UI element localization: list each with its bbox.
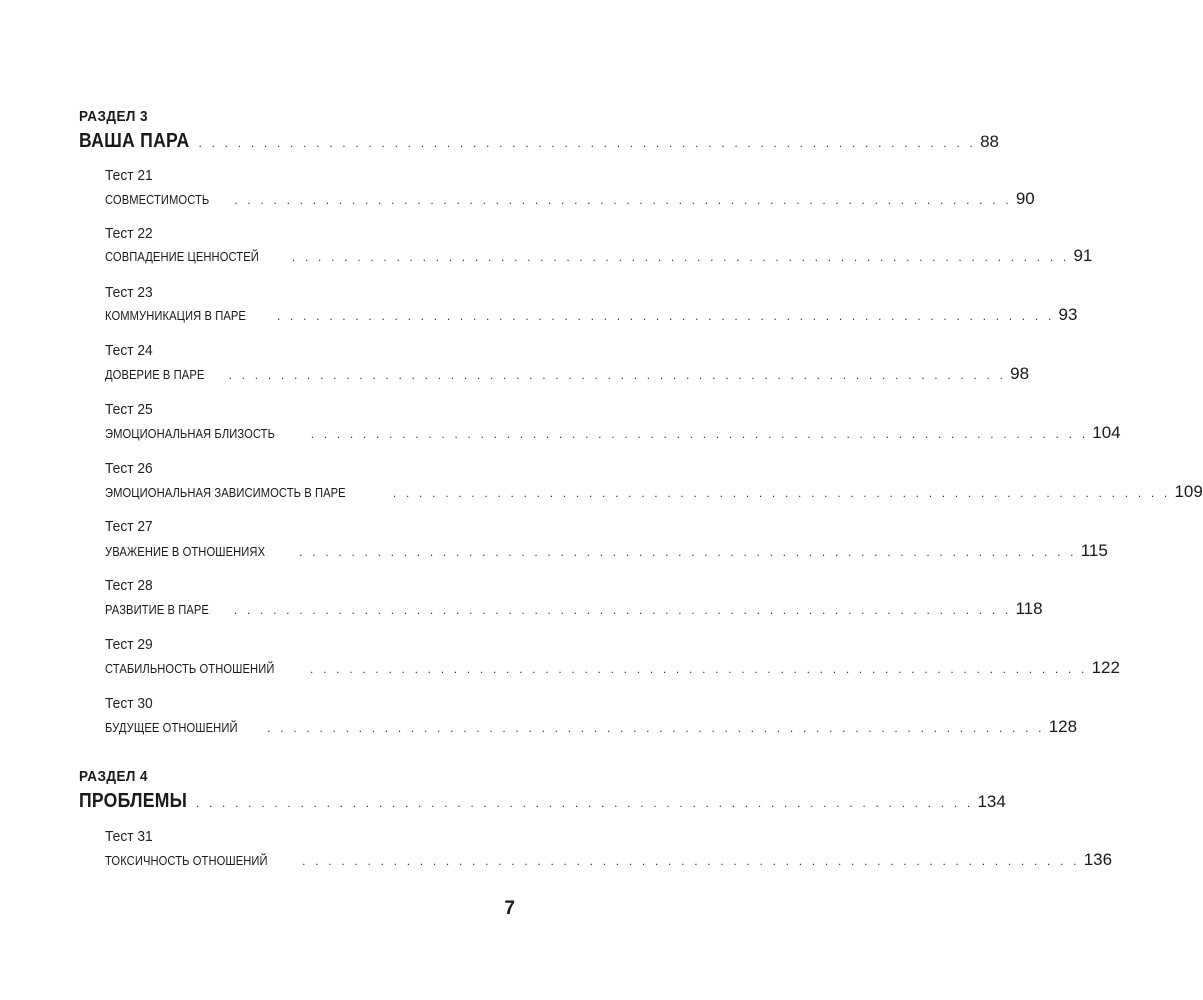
dot-leader: . . . . . . . . . . . . . . . . . . . . . . . . . . . . . . . . . . . . . . . . . . . . . . . . . . . . . . . . . . . . [195, 796, 974, 810]
dot-leader: . . . . . . . . . . . . . . . . . . . . . . . . . . . . . . . . . . . . . . . . . . . . . . . . . . . . . . . . . . . . [291, 250, 1070, 264]
test-label: Тест 31 [105, 828, 153, 845]
page-number: 122 [1091, 658, 1120, 677]
toc-test-entry[interactable] [105, 189, 1035, 209]
section-title: ВАША ПАРА [79, 130, 190, 152]
test-title: КОММУНИКАЦИЯ В ПАРЕ [105, 308, 246, 323]
folio-page-number: 7 [504, 898, 515, 919]
test-label: Тест 29 [105, 636, 153, 653]
dot-leader: . . . . . . . . . . . . . . . . . . . . . . . . . . . . . . . . . . . . . . . . . . . . . . . . . . . . . . . . . . . . [276, 309, 1055, 323]
toc-test-entry[interactable] [105, 850, 1113, 870]
page-number: 91 [1073, 246, 1093, 265]
toc-test-entry[interactable] [105, 305, 1078, 325]
page-number: 136 [1083, 850, 1113, 869]
test-title: СТАБИЛЬНОСТЬ ОТНОШЕНИЙ [105, 661, 275, 676]
toc-test-entry[interactable] [105, 599, 1043, 619]
page-number: 115 [1080, 541, 1108, 560]
page-number: 118 [1015, 599, 1043, 618]
section-label: РАЗДЕЛ 4 [79, 768, 148, 785]
toc-section-entry[interactable] [79, 790, 1006, 813]
test-title: БУДУЩЕЕ ОТНОШЕНИЙ [105, 720, 238, 735]
test-title: ДОВЕРИЕ В ПАРЕ [105, 367, 205, 382]
page-number: 90 [1015, 189, 1035, 208]
dot-leader: . . . . . . . . . . . . . . . . . . . . . . . . . . . . . . . . . . . . . . . . . . . . . . . . . . . . . . . . . . . . [310, 427, 1089, 441]
test-title: СОВМЕСТИМОСТЬ [105, 192, 210, 207]
test-title: РАЗВИТИЕ В ПАРЕ [105, 602, 209, 617]
toc-test-entry[interactable] [105, 246, 1093, 266]
toc-section-entry[interactable] [79, 130, 1000, 153]
test-title: ЭМОЦИОНАЛЬНАЯ ЗАВИСИМОСТЬ В ПАРЕ [105, 485, 346, 500]
toc-test-entry[interactable] [105, 717, 1078, 737]
dot-leader: . . . . . . . . . . . . . . . . . . . . . . . . . . . . . . . . . . . . . . . . . . . . . . . . . . . . . . . . . . . . [392, 486, 1171, 500]
page-number: 134 [977, 792, 1006, 811]
test-label: Тест 23 [105, 284, 153, 301]
page-number: 93 [1058, 305, 1078, 324]
page-number: 109 [1174, 482, 1203, 501]
test-label: Тест 24 [105, 342, 153, 359]
test-label: Тест 22 [105, 225, 153, 242]
toc-test-entry[interactable] [105, 482, 1203, 502]
dot-leader: . . . . . . . . . . . . . . . . . . . . . . . . . . . . . . . . . . . . . . . . . . . . . . . . . . . . . . . . . . . . [228, 368, 1007, 382]
page-number: 128 [1048, 717, 1078, 736]
dot-leader: . . . . . . . . . . . . . . . . . . . . . . . . . . . . . . . . . . . . . . . . . . . . . . . . . . . . . . . . . . . . [310, 662, 1088, 676]
toc-test-entry[interactable] [105, 541, 1108, 561]
test-title: УВАЖЕНИЕ В ОТНОШЕНИЯХ [105, 544, 266, 559]
section-title: ПРОБЛЕМЫ [79, 790, 188, 812]
dot-leader: . . . . . . . . . . . . . . . . . . . . . . . . . . . . . . . . . . . . . . . . . . . . . . . . . . . . . . . . . . . . [299, 545, 1077, 559]
page-number: 98 [1010, 364, 1030, 383]
dot-leader: . . . . . . . . . . . . . . . . . . . . . . . . . . . . . . . . . . . . . . . . . . . . . . . . . . . . . . . . . . . . [302, 854, 1080, 868]
page-number: 104 [1092, 423, 1121, 442]
test-label: Тест 26 [105, 460, 153, 477]
dot-leader: . . . . . . . . . . . . . . . . . . . . . . . . . . . . . . . . . . . . . . . . . . . . . . . . . . . . . . . . . . . . [233, 603, 1012, 617]
page-number: 88 [980, 132, 1000, 151]
test-label: Тест 25 [105, 401, 153, 418]
test-title: СОВПАДЕНИЕ ЦЕННОСТЕЙ [105, 249, 259, 264]
test-label: Тест 30 [105, 695, 153, 712]
toc-test-entry[interactable] [105, 423, 1121, 443]
test-title: ЭМОЦИОНАЛЬНАЯ БЛИЗОСТЬ [105, 426, 276, 441]
toc-test-entry[interactable] [105, 658, 1120, 678]
dot-leader: . . . . . . . . . . . . . . . . . . . . . . . . . . . . . . . . . . . . . . . . . . . . . . . . . . . . . . . . . . . . [198, 136, 977, 150]
test-label: Тест 28 [105, 577, 153, 594]
test-title: ТОКСИЧНОСТЬ ОТНОШЕНИЙ [105, 853, 268, 868]
test-label: Тест 27 [105, 518, 153, 535]
dot-leader: . . . . . . . . . . . . . . . . . . . . . . . . . . . . . . . . . . . . . . . . . . . . . . . . . . . . . . . . . . . . [267, 721, 1045, 735]
toc-test-entry[interactable] [105, 364, 1030, 384]
dot-leader: . . . . . . . . . . . . . . . . . . . . . . . . . . . . . . . . . . . . . . . . . . . . . . . . . . . . . . . . . . . . [234, 193, 1012, 207]
test-label: Тест 21 [105, 167, 153, 184]
section-label: РАЗДЕЛ 3 [79, 108, 148, 125]
